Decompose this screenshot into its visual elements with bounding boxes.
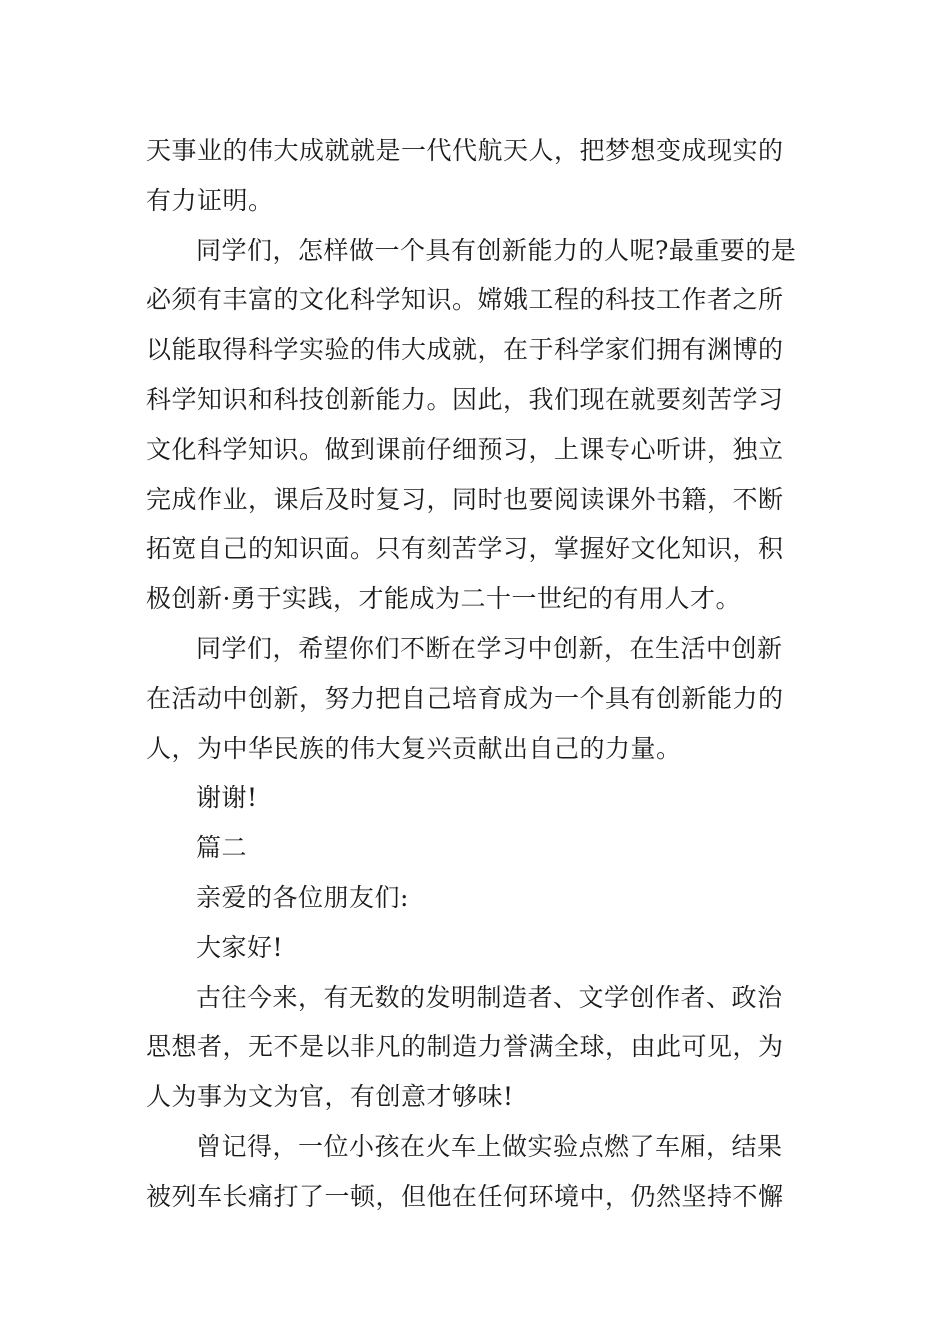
closing-thanks: 谢谢!	[196, 783, 258, 813]
paragraph-first-line: 同学们，怎样做一个具有创新能力的人呢?最重要的是	[196, 235, 797, 265]
paragraph-first-line: 曾记得，一位小孩在火车上做实验点燃了车厢，结果	[196, 1131, 783, 1161]
text-line: 极创新·勇于实践，才能成为二十一世纪的有用人才。	[146, 584, 741, 614]
text-line: 文化科学知识。做到课前仔细预习，上课专心听讲，独立	[146, 434, 784, 464]
text-line: 有力证明。	[146, 185, 274, 215]
paragraph-first-line: 同学们，希望你们不断在学习中创新，在生活中创新	[196, 633, 783, 663]
document-body	[146, 126, 816, 1222]
salutation: 亲爱的各位朋友们:	[196, 882, 409, 912]
text-line: 完成作业，课后及时复习，同时也要阅读课外书籍，不断	[146, 484, 784, 514]
text-line: 必须有丰富的文化科学知识。嫦娥工程的科技工作者之所	[146, 285, 784, 315]
paragraph-first-line: 古往今来，有无数的发明制造者、文学创作者、政治	[196, 982, 783, 1012]
text-line: 天事业的伟大成就就是一代代航天人，把梦想变成现实的	[146, 136, 784, 165]
text-line: 人，为中华民族的伟大复兴贡献出自己的力量。	[146, 733, 682, 763]
greeting: 大家好!	[196, 932, 284, 962]
text-line: 人为事为文为官，有创意才够味!	[146, 1082, 514, 1112]
text-line: 以能取得科学实验的伟大成就，在于科学家们拥有渊博的	[146, 335, 784, 365]
text-line: 在活动中创新，努力把自己培育成为一个具有创新能力的	[146, 683, 784, 713]
text-line: 科学知识和科技创新能力。因此，我们现在就要刻苦学习	[146, 384, 784, 414]
text-line: 拓宽自己的知识面。只有刻苦学习，掌握好文化知识，积	[146, 534, 784, 564]
text-line: 被列车长痛打了一顿，但他在任何环境中，仍然坚持不懈	[146, 1181, 784, 1211]
section-heading: 篇二	[196, 833, 248, 863]
text-line: 思想者，无不是以非凡的制造力誉满全球，由此可见，为	[146, 1032, 784, 1062]
